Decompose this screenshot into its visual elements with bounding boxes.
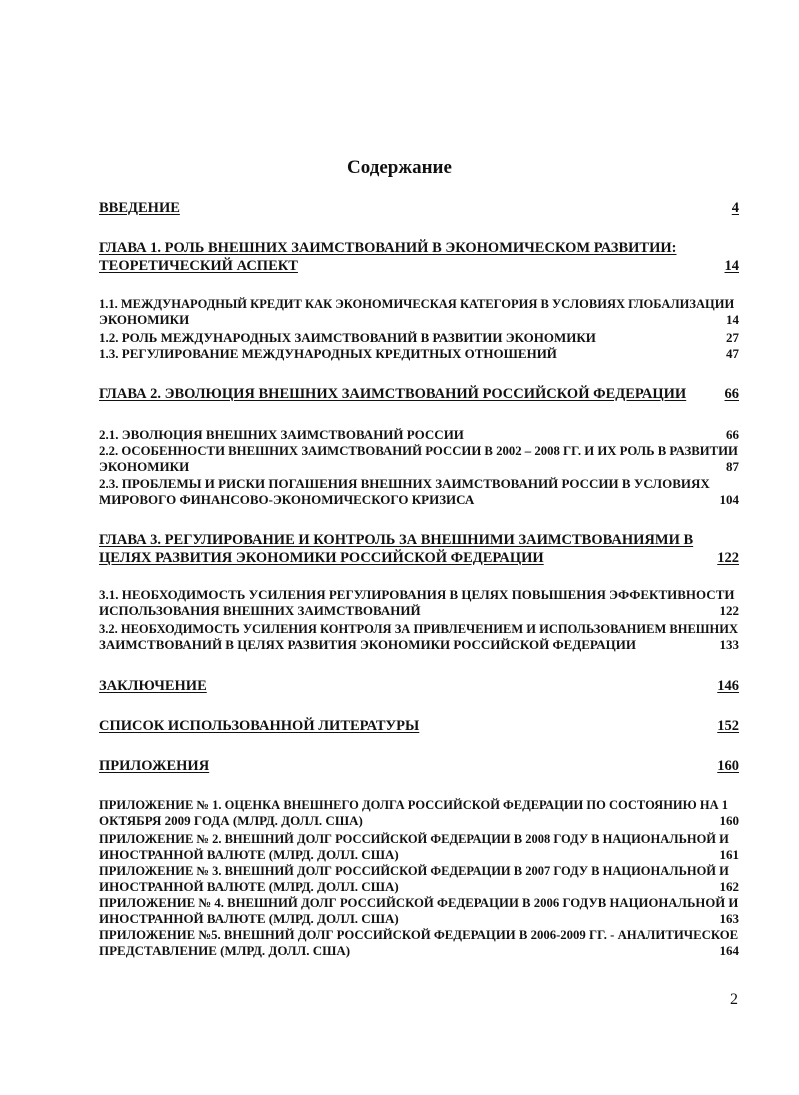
toc-entry-section-2-3[interactable] [99,476,739,508]
toc-entry-chapter-1[interactable] [99,239,739,275]
toc-entry-section-3-1[interactable] [99,587,739,619]
toc-page-number: 87 [726,459,739,474]
toc-entry-text: ГЛАВА 1. РОЛЬ ВНЕШНИХ ЗАИМСТВОВАНИЙ В ЭКОНОМИЧЕСКОМ РАЗВИТИИ: [99,240,677,256]
toc-page-number: 122 [717,550,739,566]
toc-page-number: 27 [726,330,739,345]
toc-page-number: 122 [719,603,739,618]
toc-page-number: 66 [724,386,739,402]
toc-entry-references[interactable] [99,717,739,735]
toc-page-number: 4 [731,200,739,216]
toc-page-number: 66 [726,427,739,442]
toc-entry-text: ЗАКЛЮЧЕНИЕ [99,678,207,694]
toc-entry-text: ВВЕДЕНИЕ [99,200,180,216]
toc-page-number: 14 [724,258,739,274]
toc-entry-text: МИРОВОГО ФИНАНСОВО-ЭКОНОМИЧЕСКОГО КРИЗИСА [99,492,475,507]
toc-entry-appendix-2[interactable] [99,831,739,863]
toc-entry-text: ЭКОНОМИКИ [99,312,190,327]
toc-page-number: 47 [726,346,739,361]
toc-entry-text: 1.3. РЕГУЛИРОВАНИЕ МЕЖДУНАРОДНЫХ КРЕДИТНЫХ ОТНОШЕНИЙ [99,346,557,361]
toc-entry-section-1-2[interactable] [99,330,739,346]
toc-entry-text: ИСПОЛЬЗОВАНИЯ ВНЕШНИХ ЗАИМСТВОВАНИЙ [99,603,421,618]
toc-page-number: 14 [726,312,739,327]
toc-entry-text: ГЛАВА 2. ЭВОЛЮЦИЯ ВНЕШНИХ ЗАИМСТВОВАНИЙ РОССИЙСКОЙ ФЕДЕРАЦИИ [99,386,687,402]
toc-entry-text: ЦЕЛЯХ РАЗВИТИЯ ЭКОНОМИКИ РОССИЙСКОЙ ФЕДЕРАЦИИ [99,550,544,566]
page-title: Содержание [347,157,452,178]
toc-entry-section-3-2[interactable] [99,621,739,653]
toc-entry-conclusion[interactable] [99,677,739,695]
toc-entry-section-2-1[interactable] [99,427,739,443]
toc-entry-text: ТЕОРЕТИЧЕСКИЙ АСПЕКТ [99,258,298,274]
toc-entry-section-2-2[interactable] [99,443,739,475]
toc-entry-text: ИНОСТРАННОЙ ВАЛЮТЕ (МЛРД. ДОЛЛ. США) [99,911,399,926]
toc-entry-text: ПРИЛОЖЕНИЯ [99,758,210,774]
toc-page-number: 160 [719,813,739,828]
toc-entry-text: ПРИЛОЖЕНИЕ № 1. ОЦЕНКА ВНЕШНЕГО ДОЛГА РОССИЙСКОЙ ФЕДЕРАЦИИ ПО СОСТОЯНИЮ НА 1 [99,798,728,812]
toc-page-number: 163 [719,911,739,926]
toc-entry-text: 2.2. ОСОБЕННОСТИ ВНЕШНИХ ЗАИМСТВОВАНИЙ РОССИИ В 2002 – 2008 ГГ. И ИХ РОЛЬ В РАЗВИТИИ [99,444,738,458]
toc-entry-text: ИНОСТРАННОЙ ВАЛЮТЕ (МЛРД. ДОЛЛ. США) [99,847,399,862]
toc-entry-text: ПРИЛОЖЕНИЕ № 2. ВНЕШНИЙ ДОЛГ РОССИЙСКОЙ ФЕДЕРАЦИИ В 2008 ГОДУ В НАЦИОНАЛЬНОЙ И [99,832,729,846]
toc-page-number: 133 [719,637,739,652]
toc-page-number: 162 [719,879,739,894]
toc-entry-text: ПРИЛОЖЕНИЕ № 3. ВНЕШНИЙ ДОЛГ РОССИЙСКОЙ ФЕДЕРАЦИИ В 2007 ГОДУ В НАЦИОНАЛЬНОЙ И [99,864,729,878]
toc-entry-text: ГЛАВА 3. РЕГУЛИРОВАНИЕ И КОНТРОЛЬ ЗА ВНЕШНИМИ ЗАИМСТВОВАНИЯМИ В [99,532,694,548]
toc-entry-text: ЗАИМСТВОВАНИЙ В ЦЕЛЯХ РАЗВИТИЯ ЭКОНОМИКИ РОССИЙСКОЙ ФЕДЕРАЦИИ [99,637,636,652]
toc-entry-section-1-3[interactable] [99,346,739,362]
toc-entry-text: ПРИЛОЖЕНИЕ №5. ВНЕШНИЙ ДОЛГ РОССИЙСКОЙ ФЕДЕРАЦИИ В 2006-2009 ГГ. - АНАЛИТИЧЕСКОЕ [99,928,739,942]
toc-entry-text: 2.3. ПРОБЛЕМЫ И РИСКИ ПОГАШЕНИЯ ВНЕШНИХ ЗАИМСТВОВАНИЙ РОССИИ В УСЛОВИЯХ [99,476,710,491]
toc-page-number: 152 [717,718,739,734]
toc-entry-text: 1.2. РОЛЬ МЕЖДУНАРОДНЫХ ЗАИМСТВОВАНИЙ В РАЗВИТИИ ЭКОНОМИКИ [99,330,596,345]
toc-entry-text: ПРЕДСТАВЛЕНИЕ (МЛРД. ДОЛЛ. США) [99,943,351,958]
toc-page-number: 160 [717,758,739,774]
toc-entry-text: 3.2. НЕОБХОДИМОСТЬ УСИЛЕНИЯ КОНТРОЛЯ ЗА ПРИВЛЕЧЕНИЕМ И ИСПОЛЬЗОВАНИЕМ ВНЕШНИХ [99,622,738,636]
toc-page-number: 104 [719,492,739,507]
toc-entry-chapter-3[interactable] [99,531,739,567]
toc-entry-section-1-1[interactable] [99,296,739,328]
toc-entry-text: 2.1. ЭВОЛЮЦИЯ ВНЕШНИХ ЗАИМСТВОВАНИЙ РОССИИ [99,427,464,442]
toc-entry-text: 3.1. НЕОБХОДИМОСТЬ УСИЛЕНИЯ РЕГУЛИРОВАНИЯ В ЦЕЛЯХ ПОВЫШЕНИЯ ЭФФЕКТИВНОСТИ [99,587,735,602]
toc-entry-introduction[interactable] [99,199,739,217]
toc-entry-text: ИНОСТРАННОЙ ВАЛЮТЕ (МЛРД. ДОЛЛ. США) [99,879,399,894]
toc-entry-appendix-3[interactable] [99,863,739,895]
toc-entry-text: ЭКОНОМИКИ [99,459,190,474]
toc-entry-appendix-5[interactable] [99,927,739,959]
toc-entry-appendix-4[interactable] [99,895,739,927]
toc-page-number: 164 [719,943,739,958]
toc-entry-text: 1.1. МЕЖДУНАРОДНЫЙ КРЕДИТ КАК ЭКОНОМИЧЕСКАЯ КАТЕГОРИЯ В УСЛОВИЯХ ГЛОБАЛИЗАЦИИ [99,297,735,311]
toc-entry-text: СПИСОК ИСПОЛЬЗОВАННОЙ ЛИТЕРАТУРЫ [99,718,420,734]
toc-page-number: 146 [717,678,739,694]
toc-entry-appendices[interactable] [99,757,739,775]
toc-entry-appendix-1[interactable] [99,797,739,829]
toc-entry-chapter-2[interactable] [99,385,739,403]
toc-entry-text: ОКТЯБРЯ 2009 ГОДА (МЛРД. ДОЛЛ. США) [99,813,363,828]
page-number: 2 [730,991,738,1008]
toc-entry-text: ПРИЛОЖЕНИЕ № 4. ВНЕШНИЙ ДОЛГ РОССИЙСКОЙ ФЕДЕРАЦИИ В 2006 ГОДУВ НАЦИОНАЛЬНОЙ И [99,896,739,910]
toc-page-number: 161 [719,847,739,862]
